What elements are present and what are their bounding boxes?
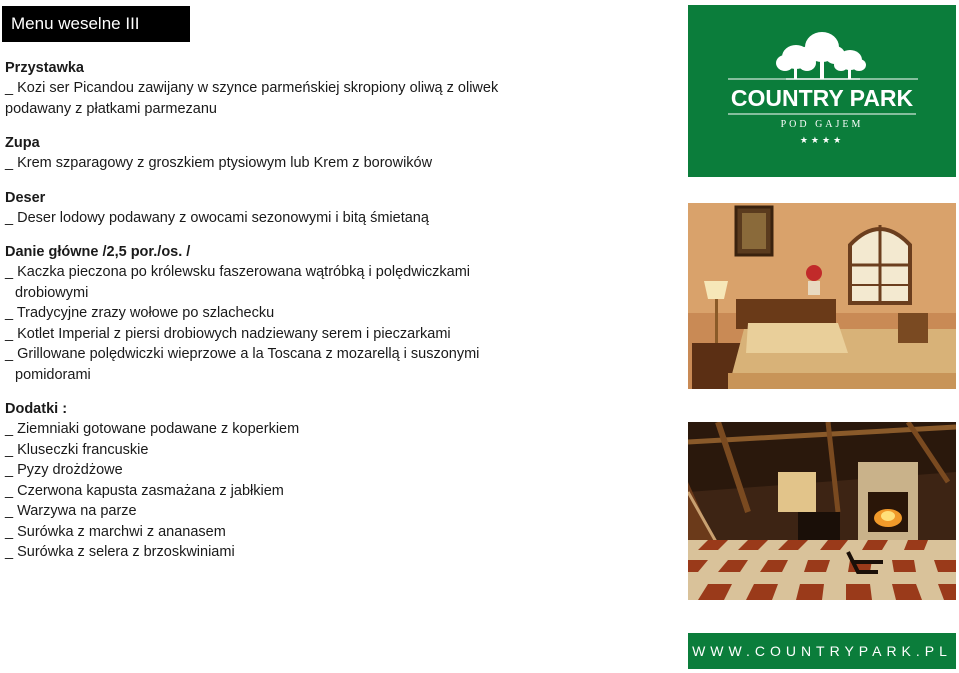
section-dodatki (5, 399, 665, 563)
menu-item: pomidorami (15, 366, 91, 383)
section-title: Dodatki : (5, 401, 68, 417)
logo-graphic (688, 5, 956, 177)
trees-icon (776, 32, 866, 79)
menu-item: _ Deser lodowy podawany z owocami sezonowymi i bitą śmietaną (5, 209, 429, 226)
menu-item: drobiowymi (15, 284, 89, 301)
menu-item: _ Surówka z marchwi z ananasem (5, 523, 226, 540)
menu-item: _ Kaczka pieczona po królewsku faszerowana wątróbką i polędwiczkami (5, 264, 471, 280)
menu-title: Menu weselne III (2, 6, 190, 42)
section-przystawka (5, 58, 665, 119)
country-park-logo (688, 5, 956, 177)
section-deser (5, 188, 665, 229)
section-title: Deser (5, 189, 46, 206)
menu-item: _ Kotlet Imperial z piersi drobiowych nadziewany serem i pieczarkami (5, 325, 451, 342)
menu-item: _ Czerwona kapusta zasmażana z jabłkiem (5, 482, 284, 499)
logo-subtitle: POD GAJEM (780, 119, 864, 130)
section-zupa (5, 133, 665, 174)
section-danie-glowne (5, 242, 665, 385)
section-title: Danie główne /2,5 por./os. / (5, 244, 191, 260)
website-banner[interactable]: WWW.COUNTRYPARK.PL (688, 633, 956, 669)
menu-content (5, 58, 665, 577)
menu-item: _ Kluseczki francuskie (5, 441, 149, 458)
menu-item: _ Tradycyjne zrazy wołowe po szlachecku (5, 305, 275, 321)
menu-item: _ Krem szparagowy z groszkiem ptysiowym lub Krem z borowików (5, 155, 433, 171)
menu-item: _ Kozi ser Picandou zawijany w szynce parmeńskiej skropiony oliwą z oliwek (5, 80, 499, 96)
hall-photo (688, 422, 956, 600)
menu-item: _ Surówka z selera z brzoskwiniami (5, 544, 235, 560)
menu-item: podawany z płatkami parmezanu (5, 100, 217, 117)
bedroom-photo (688, 203, 956, 389)
menu-item: _ Grillowane polędwiczki wieprzowe a la Toscana z mozarellą i suszonymi (5, 346, 480, 362)
logo-name: COUNTRY PARK (730, 85, 914, 111)
section-title: Zupa (5, 135, 40, 151)
menu-item: _ Pyzy drożdżowe (5, 462, 123, 478)
section-title: Przystawka (5, 60, 84, 76)
menu-item: _ Warzywa na parze (5, 503, 137, 519)
menu-item: _ Ziemniaki gotowane podawane z koperkiem (5, 421, 300, 437)
logo-stars: ★★★★ (799, 136, 845, 146)
